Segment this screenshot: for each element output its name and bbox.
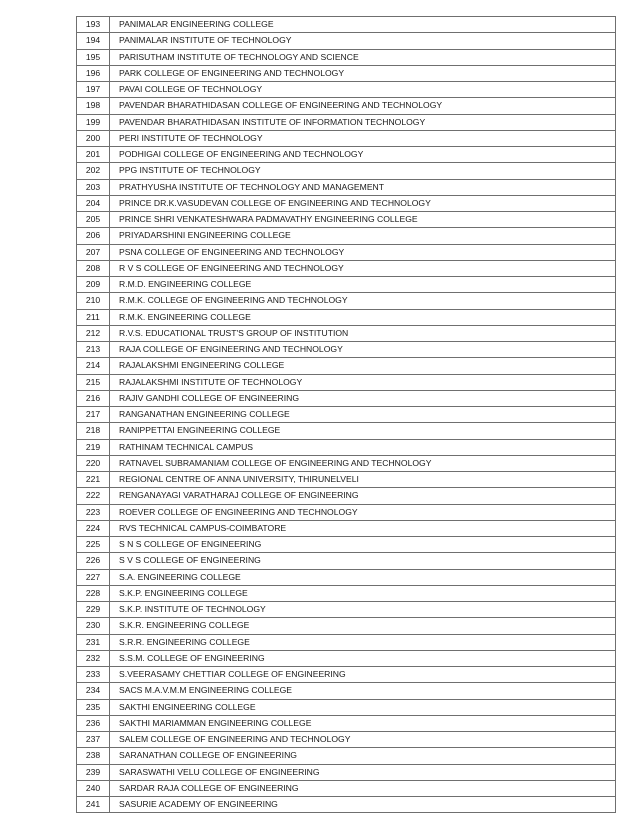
college-name-cell: S N S COLLEGE OF ENGINEERING <box>110 537 616 553</box>
college-name-cell: R.M.K. COLLEGE OF ENGINEERING AND TECHNOLOGY <box>110 293 616 309</box>
serial-number-cell: 210 <box>77 293 110 309</box>
college-name-cell: SAKTHI ENGINEERING COLLEGE <box>110 699 616 715</box>
college-name-cell: PRINCE SHRI VENKATESHWARA PADMAVATHY ENGINEERING COLLEGE <box>110 212 616 228</box>
table-row <box>77 374 616 390</box>
serial-number-cell: 232 <box>77 650 110 666</box>
college-name-cell: S.A. ENGINEERING COLLEGE <box>110 569 616 585</box>
college-name-cell: S V S COLLEGE OF ENGINEERING <box>110 553 616 569</box>
table-row <box>77 147 616 163</box>
serial-number-cell: 195 <box>77 49 110 65</box>
college-name-cell: REGIONAL CENTRE OF ANNA UNIVERSITY, THIRUNELVELI <box>110 472 616 488</box>
college-name-cell: S.K.P. INSTITUTE OF TECHNOLOGY <box>110 602 616 618</box>
table-row <box>77 98 616 114</box>
college-name-cell: PAVENDAR BHARATHIDASAN COLLEGE OF ENGINEERING AND TECHNOLOGY <box>110 98 616 114</box>
serial-number-cell: 193 <box>77 17 110 33</box>
serial-number-cell: 201 <box>77 147 110 163</box>
serial-number-cell: 196 <box>77 65 110 81</box>
serial-number-cell: 229 <box>77 602 110 618</box>
table-row <box>77 114 616 130</box>
table-row <box>77 82 616 98</box>
table-row <box>77 569 616 585</box>
college-name-cell: RAJALAKSHMI INSTITUTE OF TECHNOLOGY <box>110 374 616 390</box>
document-page <box>76 16 616 813</box>
table-row <box>77 390 616 406</box>
serial-number-cell: 205 <box>77 212 110 228</box>
college-name-cell: RENGANAYAGI VARATHARAJ COLLEGE OF ENGINEERING <box>110 488 616 504</box>
college-name-cell: S.R.R. ENGINEERING COLLEGE <box>110 634 616 650</box>
college-name-cell: S.K.P. ENGINEERING COLLEGE <box>110 585 616 601</box>
table-row <box>77 33 616 49</box>
table-row <box>77 667 616 683</box>
table-row <box>77 602 616 618</box>
table-body <box>77 17 616 813</box>
college-name-cell: PRINCE DR.K.VASUDEVAN COLLEGE OF ENGINEERING AND TECHNOLOGY <box>110 195 616 211</box>
serial-number-cell: 224 <box>77 520 110 536</box>
table-row <box>77 732 616 748</box>
table-row <box>77 130 616 146</box>
table-row <box>77 537 616 553</box>
table-row <box>77 488 616 504</box>
serial-number-cell: 204 <box>77 195 110 211</box>
table-row <box>77 472 616 488</box>
table-row <box>77 342 616 358</box>
college-name-cell: SARDAR RAJA COLLEGE OF ENGINEERING <box>110 780 616 796</box>
college-name-cell: SASURIE ACADEMY OF ENGINEERING <box>110 797 616 813</box>
table-row <box>77 748 616 764</box>
college-name-cell: SARANATHAN COLLEGE OF ENGINEERING <box>110 748 616 764</box>
table-row <box>77 407 616 423</box>
college-name-cell: PODHIGAI COLLEGE OF ENGINEERING AND TECHNOLOGY <box>110 147 616 163</box>
serial-number-cell: 230 <box>77 618 110 634</box>
college-name-cell: SALEM COLLEGE OF ENGINEERING AND TECHNOLOGY <box>110 732 616 748</box>
table-row <box>77 309 616 325</box>
serial-number-cell: 213 <box>77 342 110 358</box>
college-name-cell: PERI INSTITUTE OF TECHNOLOGY <box>110 130 616 146</box>
college-name-cell: PAVENDAR BHARATHIDASAN INSTITUTE OF INFORMATION TECHNOLOGY <box>110 114 616 130</box>
table-row <box>77 17 616 33</box>
college-name-cell: PARK COLLEGE OF ENGINEERING AND TECHNOLOGY <box>110 65 616 81</box>
table-row <box>77 455 616 471</box>
serial-number-cell: 237 <box>77 732 110 748</box>
serial-number-cell: 206 <box>77 228 110 244</box>
table-row <box>77 277 616 293</box>
serial-number-cell: 236 <box>77 715 110 731</box>
college-name-cell: PANIMALAR ENGINEERING COLLEGE <box>110 17 616 33</box>
table-row <box>77 358 616 374</box>
table-row <box>77 585 616 601</box>
table-row <box>77 65 616 81</box>
college-name-cell: S.VEERASAMY CHETTIAR COLLEGE OF ENGINEERING <box>110 667 616 683</box>
table-row <box>77 49 616 65</box>
serial-number-cell: 219 <box>77 439 110 455</box>
serial-number-cell: 233 <box>77 667 110 683</box>
serial-number-cell: 220 <box>77 455 110 471</box>
table-row <box>77 244 616 260</box>
college-name-cell: PANIMALAR INSTITUTE OF TECHNOLOGY <box>110 33 616 49</box>
college-name-cell: SACS M.A.V.M.M ENGINEERING COLLEGE <box>110 683 616 699</box>
college-name-cell: S.K.R. ENGINEERING COLLEGE <box>110 618 616 634</box>
serial-number-cell: 214 <box>77 358 110 374</box>
serial-number-cell: 217 <box>77 407 110 423</box>
table-row <box>77 699 616 715</box>
serial-number-cell: 216 <box>77 390 110 406</box>
table-row <box>77 618 616 634</box>
table-row <box>77 293 616 309</box>
college-name-cell: RATNAVEL SUBRAMANIAM COLLEGE OF ENGINEERING AND TECHNOLOGY <box>110 455 616 471</box>
serial-number-cell: 208 <box>77 260 110 276</box>
serial-number-cell: 234 <box>77 683 110 699</box>
college-name-cell: PPG INSTITUTE OF TECHNOLOGY <box>110 163 616 179</box>
table-row <box>77 325 616 341</box>
serial-number-cell: 209 <box>77 277 110 293</box>
table-row <box>77 764 616 780</box>
college-name-cell: S.S.M. COLLEGE OF ENGINEERING <box>110 650 616 666</box>
college-name-cell: RAJIV GANDHI COLLEGE OF ENGINEERING <box>110 390 616 406</box>
table-row <box>77 423 616 439</box>
table-row <box>77 260 616 276</box>
college-name-cell: R.M.K. ENGINEERING COLLEGE <box>110 309 616 325</box>
table-row <box>77 179 616 195</box>
college-name-cell: RANIPPETTAI ENGINEERING COLLEGE <box>110 423 616 439</box>
serial-number-cell: 199 <box>77 114 110 130</box>
college-name-cell: PRATHYUSHA INSTITUTE OF TECHNOLOGY AND MANAGEMENT <box>110 179 616 195</box>
table-row <box>77 715 616 731</box>
college-name-cell: ROEVER COLLEGE OF ENGINEERING AND TECHNOLOGY <box>110 504 616 520</box>
serial-number-cell: 200 <box>77 130 110 146</box>
table-row <box>77 634 616 650</box>
college-name-cell: RANGANATHAN ENGINEERING COLLEGE <box>110 407 616 423</box>
table-row <box>77 520 616 536</box>
table-row <box>77 195 616 211</box>
serial-number-cell: 198 <box>77 98 110 114</box>
college-name-cell: PARISUTHAM INSTITUTE OF TECHNOLOGY AND SCIENCE <box>110 49 616 65</box>
table-row <box>77 212 616 228</box>
table-row <box>77 780 616 796</box>
college-name-cell: R.M.D. ENGINEERING COLLEGE <box>110 277 616 293</box>
serial-number-cell: 235 <box>77 699 110 715</box>
serial-number-cell: 227 <box>77 569 110 585</box>
college-name-cell: SARASWATHI VELU COLLEGE OF ENGINEERING <box>110 764 616 780</box>
serial-number-cell: 203 <box>77 179 110 195</box>
table-row <box>77 439 616 455</box>
serial-number-cell: 197 <box>77 82 110 98</box>
serial-number-cell: 225 <box>77 537 110 553</box>
serial-number-cell: 194 <box>77 33 110 49</box>
table-row <box>77 553 616 569</box>
college-list-table <box>76 16 616 813</box>
college-name-cell: RAJALAKSHMI ENGINEERING COLLEGE <box>110 358 616 374</box>
serial-number-cell: 221 <box>77 472 110 488</box>
serial-number-cell: 215 <box>77 374 110 390</box>
serial-number-cell: 211 <box>77 309 110 325</box>
college-name-cell: RVS TECHNICAL CAMPUS-COIMBATORE <box>110 520 616 536</box>
serial-number-cell: 241 <box>77 797 110 813</box>
college-name-cell: RAJA COLLEGE OF ENGINEERING AND TECHNOLOGY <box>110 342 616 358</box>
college-name-cell: PSNA COLLEGE OF ENGINEERING AND TECHNOLOGY <box>110 244 616 260</box>
table-row <box>77 683 616 699</box>
serial-number-cell: 238 <box>77 748 110 764</box>
college-name-cell: R.V.S. EDUCATIONAL TRUST'S GROUP OF INSTITUTION <box>110 325 616 341</box>
college-name-cell: RATHINAM TECHNICAL CAMPUS <box>110 439 616 455</box>
table-row <box>77 163 616 179</box>
serial-number-cell: 228 <box>77 585 110 601</box>
serial-number-cell: 202 <box>77 163 110 179</box>
serial-number-cell: 223 <box>77 504 110 520</box>
table-row <box>77 797 616 813</box>
serial-number-cell: 240 <box>77 780 110 796</box>
college-name-cell: PAVAI COLLEGE OF TECHNOLOGY <box>110 82 616 98</box>
table-row <box>77 504 616 520</box>
college-name-cell: SAKTHI MARIAMMAN ENGINEERING COLLEGE <box>110 715 616 731</box>
serial-number-cell: 239 <box>77 764 110 780</box>
college-name-cell: R V S COLLEGE OF ENGINEERING AND TECHNOLOGY <box>110 260 616 276</box>
serial-number-cell: 226 <box>77 553 110 569</box>
serial-number-cell: 207 <box>77 244 110 260</box>
serial-number-cell: 222 <box>77 488 110 504</box>
college-name-cell: PRIYADARSHINI ENGINEERING COLLEGE <box>110 228 616 244</box>
serial-number-cell: 231 <box>77 634 110 650</box>
serial-number-cell: 212 <box>77 325 110 341</box>
table-row <box>77 650 616 666</box>
serial-number-cell: 218 <box>77 423 110 439</box>
table-row <box>77 228 616 244</box>
